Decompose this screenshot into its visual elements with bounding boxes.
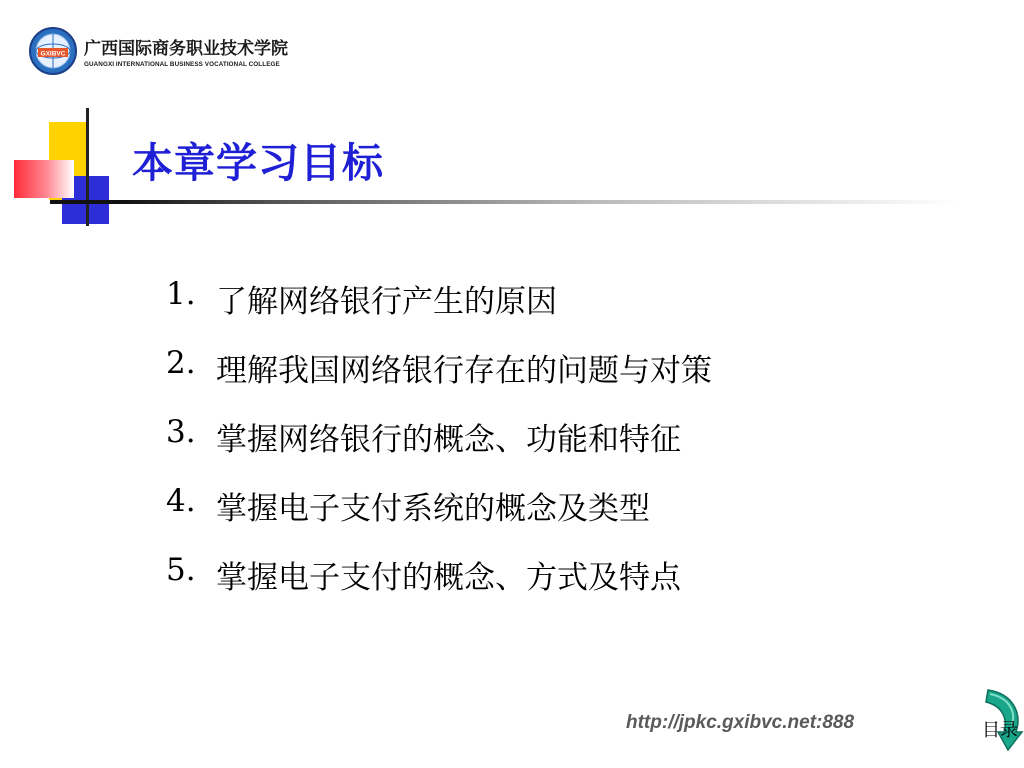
list-item bbox=[166, 345, 712, 414]
item-number: 1. bbox=[166, 276, 196, 312]
item-number: 4. bbox=[166, 483, 196, 519]
item-text: 掌握电子支付的概念、方式及特点 bbox=[216, 560, 681, 596]
item-text: 理解我国网络银行存在的问题与对策 bbox=[216, 353, 712, 389]
toc-button[interactable] bbox=[980, 688, 1024, 768]
toc-label: 目录 bbox=[982, 720, 1018, 741]
emblem-text: GXIBVC bbox=[40, 50, 66, 58]
college-emblem-icon bbox=[28, 26, 78, 76]
item-number: 5. bbox=[166, 552, 196, 588]
item-number: 2. bbox=[166, 345, 196, 381]
list-item bbox=[166, 414, 712, 483]
list-item bbox=[166, 276, 712, 345]
title-underline bbox=[50, 200, 960, 204]
item-number: 3. bbox=[166, 414, 196, 450]
list-item bbox=[166, 483, 712, 552]
decor-vertical-line bbox=[86, 108, 89, 226]
college-logo bbox=[28, 26, 298, 78]
college-name-en: GUANGXI INTERNATIONAL BUSINESS VOCATIONAL COLLEGE bbox=[84, 61, 280, 68]
footer-url-link[interactable]: http://jpkc.gxibvc.net:888 bbox=[626, 712, 855, 733]
list-item bbox=[166, 552, 712, 621]
decor-red-bar bbox=[14, 160, 74, 198]
item-text: 掌握电子支付系统的概念及类型 bbox=[216, 491, 650, 527]
college-name-cn: 广西国际商务职业技术学院 bbox=[84, 39, 288, 59]
objectives-list bbox=[166, 276, 712, 621]
item-text: 了解网络银行产生的原因 bbox=[216, 284, 557, 320]
page-title: 本章学习目标 bbox=[132, 139, 384, 187]
item-text: 掌握网络银行的概念、功能和特征 bbox=[216, 422, 681, 458]
